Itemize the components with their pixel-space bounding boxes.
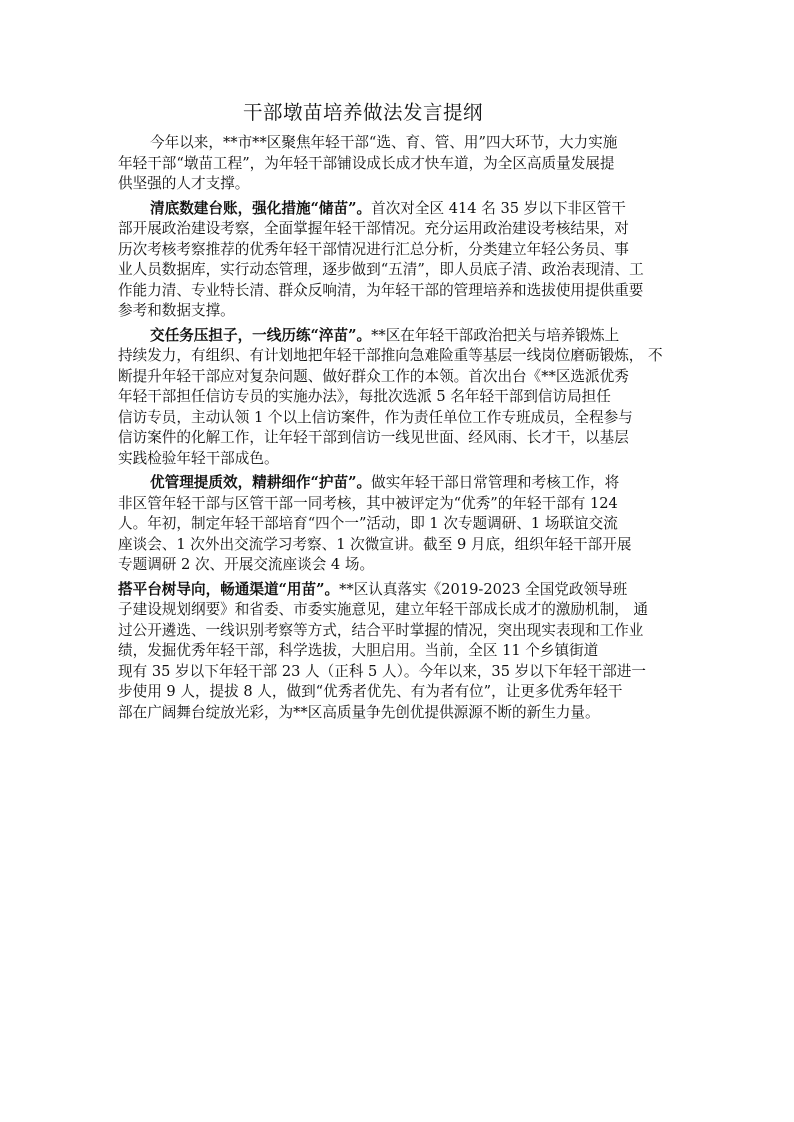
text-line xyxy=(118,703,678,724)
paragraph-heading: 清底数建台账，强化措施“储苗”。 xyxy=(150,199,372,217)
line-text: 持续发力，有组织、有计划地把年轻干部推向急难险重等基层一线岗位磨砺锻炼， 不 xyxy=(118,347,663,364)
text-line xyxy=(118,260,678,281)
text-line xyxy=(118,154,678,175)
text-line xyxy=(118,240,678,261)
paragraph xyxy=(118,199,678,322)
document-page xyxy=(118,98,678,727)
line-text: 首次对全区 414 名 35 岁以下非区管干 xyxy=(371,199,626,217)
text-line xyxy=(118,133,678,154)
text-line xyxy=(118,682,678,703)
text-line xyxy=(118,367,678,388)
line-text: 现有 35 岁以下年轻干部 23 人（正科 5 人）。今年以来，35 岁以下年轻干部进一 xyxy=(118,662,646,680)
line-text: 作能力清、专业特长清、群众反响清，为年轻干部的管理培养和选拔使用提供重要 xyxy=(118,281,644,299)
text-line xyxy=(118,580,678,601)
text-line xyxy=(118,600,678,621)
line-text: 供坚强的人才支撑。 xyxy=(118,175,250,192)
text-line xyxy=(118,641,678,662)
line-text: 断提升年轻干部应对复杂问题、做好群众工作的本领。首次出台《**区选派优秀 xyxy=(118,367,629,385)
line-text: 专题调研 2 次、开展交流座谈会 4 场。 xyxy=(118,556,375,573)
text-line xyxy=(118,301,678,322)
text-line xyxy=(118,494,678,515)
line-text: 信访专员，主动认领 1 个以上信访案件，作为责任单位工作专班成员，全程参与 xyxy=(118,408,633,426)
text-line xyxy=(118,473,678,494)
text-line xyxy=(118,514,678,535)
text-line xyxy=(118,387,678,408)
line-text: 做实年轻干部日常管理和考核工作，将 xyxy=(371,474,620,491)
document-body xyxy=(118,133,678,723)
line-text: 步使用 9 人，提拔 8 人，做到“优秀者优先、有为者有位”，让更多优秀年轻干 xyxy=(118,683,623,700)
text-line xyxy=(118,408,678,429)
text-line xyxy=(118,621,678,642)
line-text: **区在年轻干部政治把关与培养锻炼上 xyxy=(371,326,620,344)
line-text: 座谈会、1 次外出交流学习考察、1 次微宣讲。截至 9 月底，组织年轻干部开展 xyxy=(118,535,632,553)
paragraph-heading: 交任务压担子，一线历练“淬苗”。 xyxy=(150,326,372,344)
line-text: 年轻干部“墩苗工程”，为年轻干部铺设成长成才快车道，为全区高质量发展提 xyxy=(118,154,615,172)
text-line xyxy=(118,281,678,302)
line-text: 年轻干部担任信访专员的实施办法》，每批次选派 5 名年轻干部到信访局担任 xyxy=(118,388,611,405)
text-line xyxy=(118,428,678,449)
line-text: 业人员数据库，实行动态管理，逐步做到“五清”，即人员底子清、政治表现清、工 xyxy=(118,261,644,278)
line-text: 实践检验年轻干部成色。 xyxy=(118,449,279,467)
paragraph xyxy=(118,133,678,195)
line-text: 人。年初，制定年轻干部培育“四个一”活动，即 1 次专题调研、1 场联谊交流 xyxy=(118,515,618,532)
line-text: 参考和数据支撑。 xyxy=(118,302,235,319)
paragraph-heading: 优管理提质效，精耕细作“护苗”。 xyxy=(150,474,372,491)
text-line xyxy=(118,555,678,576)
line-text: 过公开遴选、一线识别考察等方式，结合平时掌握的情况，突出现实表现和工作业 xyxy=(118,621,644,639)
line-text: 绩，发掘优秀年轻干部，科学选拔，大胆启用。当前，全区 11 个乡镇街道 xyxy=(118,642,599,659)
text-line xyxy=(118,199,678,220)
line-text: 信访案件的化解工作，让年轻干部到信访一线见世面、经风雨、长才干，以基层 xyxy=(118,429,629,446)
line-text: 历次考核考察推荐的优秀年轻干部情况进行汇总分析，分类建立年轻公务员、事 xyxy=(118,240,629,258)
text-line xyxy=(118,346,678,367)
line-text: 子建设规划纲要》和省委、市委实施意见，建立年轻干部成长成才的激励机制， 通 xyxy=(118,601,649,618)
text-line xyxy=(118,449,678,470)
line-text: 今年以来，**市**区聚焦年轻干部“选、育、管、用”四大环节，大力实施 xyxy=(150,134,618,151)
document-title: 干部墩苗培养做法发言提纲 xyxy=(243,101,484,124)
paragraph xyxy=(118,473,678,576)
line-text: 非区管年轻干部与区管干部一同考核，其中被评定为“优秀”的年轻干部有 124 xyxy=(118,494,618,512)
paragraph xyxy=(118,326,678,470)
text-line xyxy=(118,535,678,556)
text-line xyxy=(118,174,678,195)
text-line xyxy=(118,219,678,240)
line-text: 部在广阔舞台绽放光彩，为**区高质量争先创优提供源源不断的新生力量。 xyxy=(118,703,600,721)
paragraph-heading: 搭平台树导向，畅通渠道“用苗”。 xyxy=(118,580,340,598)
line-text: 部开展政治建设考察，全面掌握年轻干部情况。充分运用政治建设考核结果，对 xyxy=(118,220,629,237)
paragraph xyxy=(118,580,678,724)
text-line xyxy=(118,326,678,347)
text-line xyxy=(118,662,678,683)
line-text: **区认真落实《2019-2023 全国党政领导班 xyxy=(339,580,628,598)
